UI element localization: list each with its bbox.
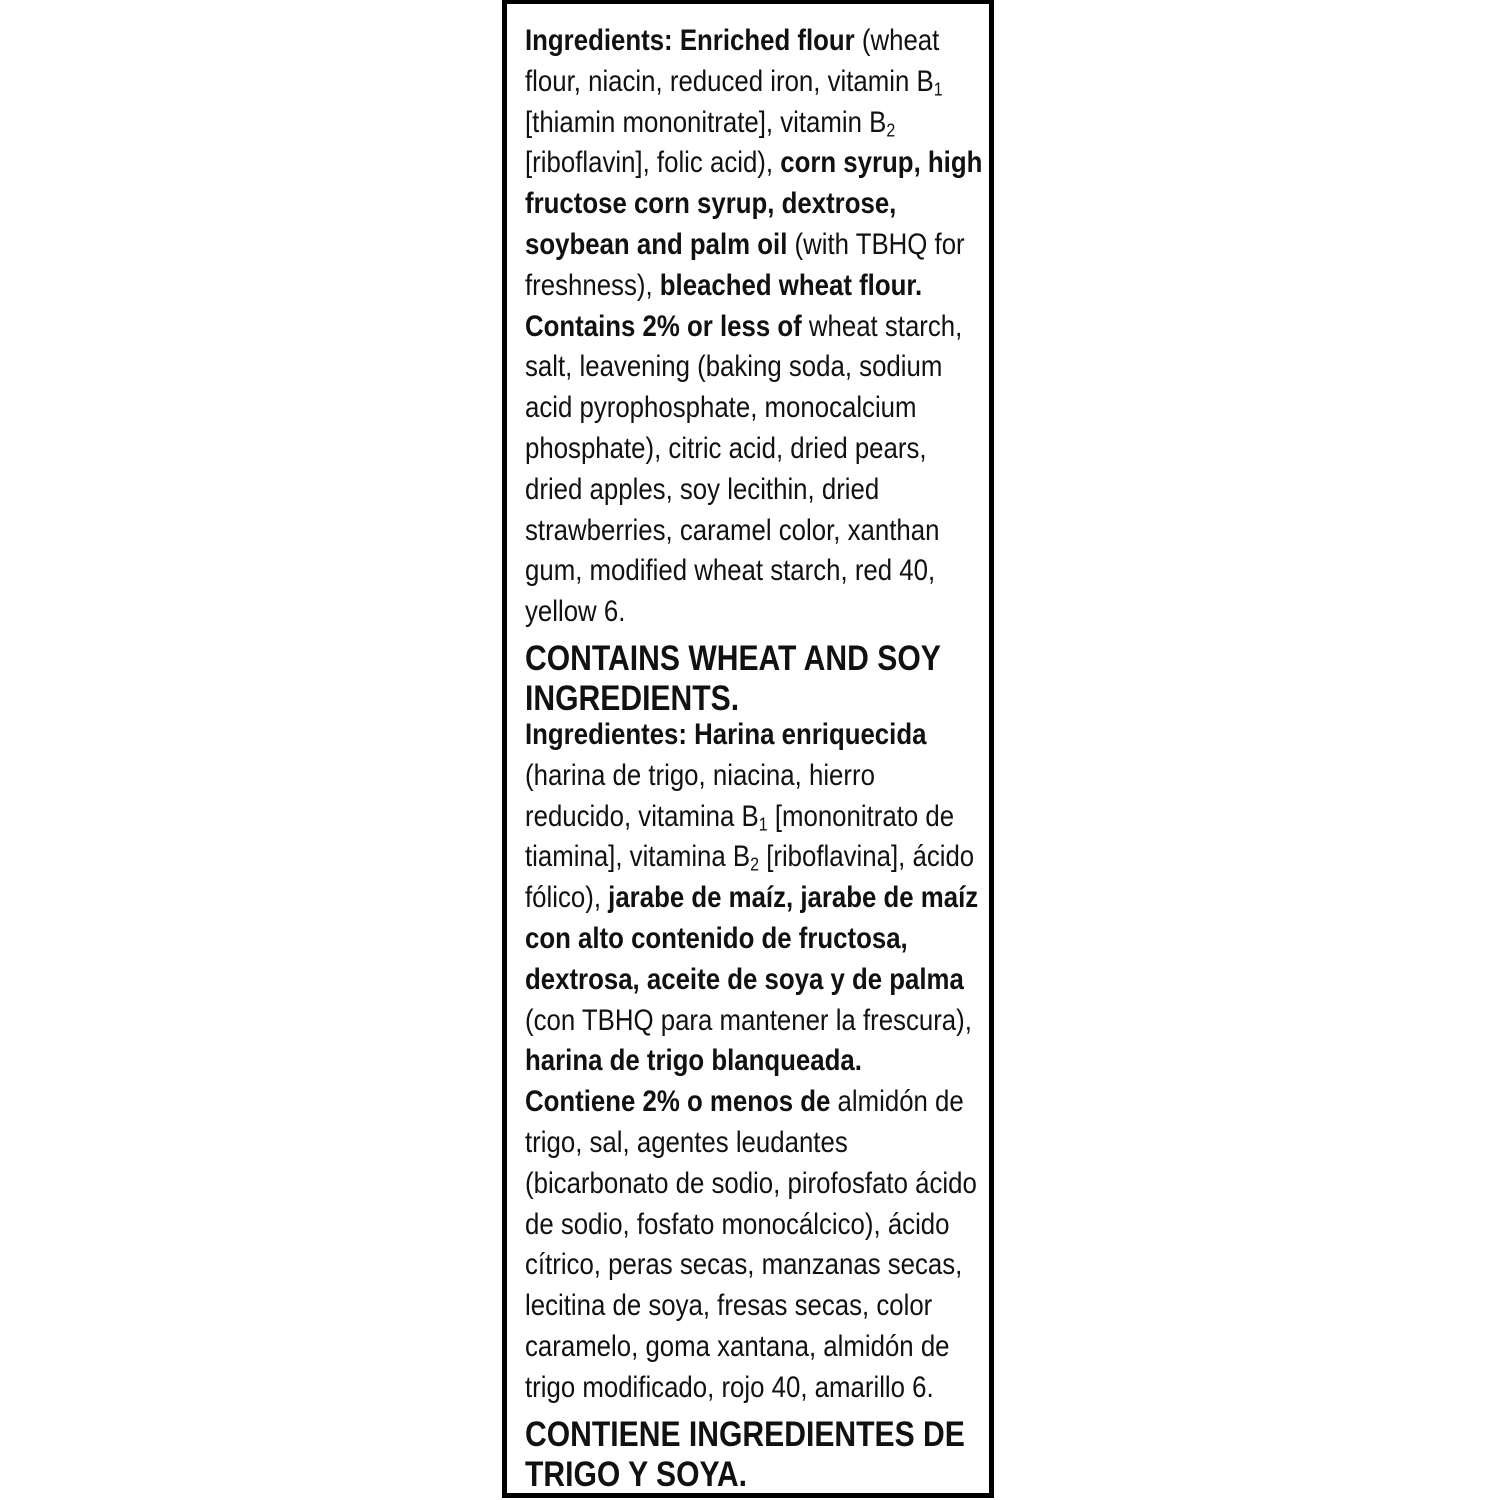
- spanish-text-segment: [mononitrato de tiamina], vitamina B: [525, 799, 955, 874]
- spanish-contains-text: almidón de trigo, sal, agentes leudantes (bicarbonato de sodio, pirofosfato ácido de sodio, fosfato monocálcico), ácido cítrico, peras secas, manzanas secas, lecitina de soya, fresas secas, color caramelo, goma xantana, almidón de trigo modificado, rojo 40, amarillo 6.: [525, 1085, 977, 1404]
- english-text-segment: (wheat flour, niacin, reduced iron, vitamin B: [525, 24, 940, 98]
- english-ingredients-paragraph: [525, 21, 985, 307]
- spanish-text-segment: (con TBHQ para mantener la frescura),: [525, 1003, 972, 1037]
- spanish-ingredients-heading: Ingredientes: Harina enriquecida: [525, 718, 927, 751]
- spanish-bold-segment: jarabe de maíz, jarabe de maíz con alto contenido de fructosa, dextrosa, aceite de soya y de palma: [525, 881, 979, 996]
- spanish-ingredients-paragraph: [525, 715, 985, 1082]
- spanish-contains-heading: Contiene 2% o menos de: [525, 1085, 831, 1119]
- english-contains-paragraph: [525, 307, 985, 633]
- english-subscript: 2: [886, 119, 896, 141]
- english-contains-text: wheat starch, salt, leavening (baking soda, sodium acid pyrophosphate, monocalcium phosphate), citric acid, dried pears, dried apples, soy lecithin, dried strawberries, caramel color, xanthan gum, modified wheat starch, red 40, yellow 6.: [525, 309, 963, 629]
- spanish-subscript: 1: [758, 813, 768, 835]
- english-bold-segment: bleached wheat flour.: [659, 268, 923, 302]
- spanish-contains-paragraph: [525, 1082, 985, 1408]
- spanish-bold-segment: harina de trigo blanqueada.: [525, 1044, 862, 1078]
- english-subscript: 1: [933, 78, 943, 100]
- spanish-allergen-statement: CONTIENE INGREDIENTES DE TRIGO Y SOYA.: [525, 1414, 965, 1494]
- english-text-segment: [thiamin mononitrate], vitamin B: [525, 105, 887, 139]
- spanish-ingredients-block: [525, 715, 985, 1495]
- english-allergen-statement: CONTAINS WHEAT AND SOY INGREDIENTS.: [525, 638, 941, 718]
- english-bold-segment: corn syrup, high fructose corn syrup, dextrose, soybean and palm oil: [525, 146, 983, 261]
- spanish-subscript: 2: [750, 854, 760, 876]
- english-ingredients-block: [525, 21, 985, 719]
- ingredients-label-panel: [502, 0, 994, 1498]
- english-ingredients-heading: Ingredients: Enriched flour: [525, 24, 855, 57]
- spanish-text-segment: (harina de trigo, niacina, hierro reducido, vitamina B: [525, 758, 875, 833]
- english-text-segment: (with TBHQ for freshness),: [525, 227, 965, 302]
- english-text-segment: [riboflavin], folic acid),: [525, 146, 781, 180]
- english-contains-heading: Contains 2% or less of: [525, 309, 802, 343]
- spanish-text-segment: [riboflavina], ácido fólico),: [525, 840, 975, 915]
